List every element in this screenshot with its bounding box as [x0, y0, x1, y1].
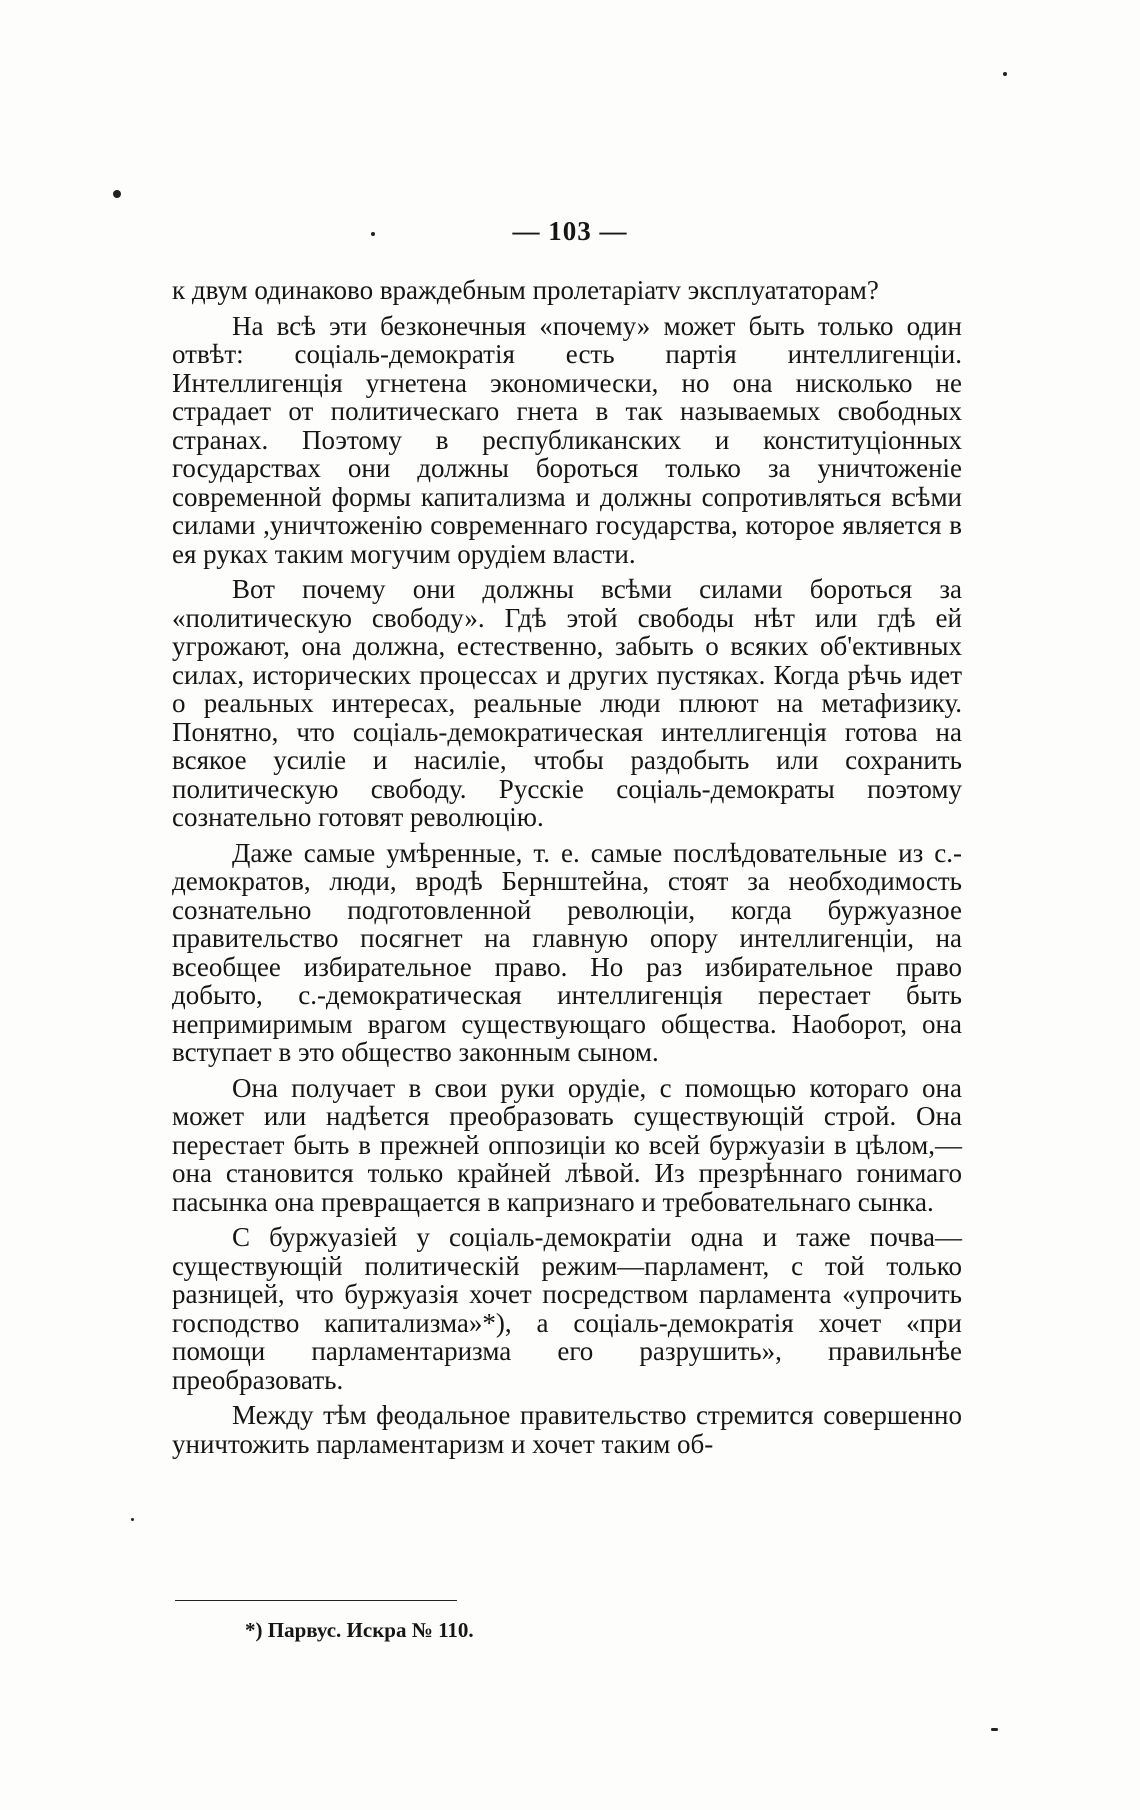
- page-number: — 103 —: [512, 216, 628, 246]
- paragraph-4: Даже самые умѣренные, т. е. самые послѣдовательные из с.-демократов, люди, вродѣ Бернштейна, стоят за необходимость сознательно подготовленной революціи, когда буржуазное правительство посягнет на главную опору интеллигенціи, на всеобщее избирательное право. Но раз избирательное право добыто, с.-демократическая интеллигенція перестает быть непримиримым врагом существующаго общества. Наоборот, она вступает в это общество законным сыном.: [172, 837, 962, 1067]
- paragraph-6: С буржуазіей у соціаль-демократіи одна и таже почва—существующій политическій режим—парламент, с той только разницей, что буржуазія хочет посредством парламента «упрочить господство капитализма»*), а соціаль-демократія хочет «при помощи парламентаризма его разрушить», правильнѣе преобразовать.: [172, 1222, 962, 1395]
- paragraph-5: Она получает в свои руки орудіе, с помощью котораго она может или надѣется преобразовать существующій строй. Она перестает быть в прежней оппозиціи ко всей буржуазіи в цѣлом,—она становится только крайней лѣвой. Из презрѣннаго гонимаго пасынка она превращается в капризнаго и требовательнаго сынка.: [172, 1072, 962, 1217]
- scan-speck: [113, 190, 121, 198]
- paragraph-2: На всѣ эти безконечныя «почему» может быть только один отвѣт: соціаль-демократія есть партія интеллигенціи. Интеллигенція угнетена экономически, но она нисколько не страдает от политическаго гнета в так называемых свободных странах. Поэтому в республиканских и конституціонных государствах они должны бороться только за уничтоженіе современной формы капитализма и должны сопротивляться всѣми силами ,уничтоженію современнаго государства, которое является в ея руках таким могучим орудіем власти.: [172, 310, 962, 569]
- paragraph-1: к двум одинаково враждебным пролетаріатv эксплуататорам?: [172, 275, 879, 305]
- footnote: *) Парвус. Искра № 110.: [245, 1618, 474, 1642]
- body-text: [172, 276, 962, 1465]
- scan-speck: [1003, 72, 1007, 76]
- scan-speck: [991, 1728, 998, 1731]
- scan-speck: [131, 1518, 134, 1521]
- footnote-rule: [175, 1600, 457, 1601]
- paragraph-7: Между тѣм феодальное правительство стремится совершенно уничтожить парламентаризм и хочет таким об-: [172, 1400, 962, 1459]
- paragraph-3: Вот почему они должны всѣми силами бороться за «политическую свободу». Гдѣ этой свободы нѣт или гдѣ ей угрожают, она должна, естественно, забыть о всяких об'ективных силах, исторических процессах и других пустяках. Когда рѣчь идет о реальных интересах, реальные люди плюют на метафизику. Понятно, что соціаль-демократическая интеллигенція готова на всякое усиліе и насиліе, чтобы раздобыть или сохранить политическую свободу. Русскіе соціаль-демократы поэтому сознательно готовят революцію.: [172, 574, 962, 832]
- scan-speck: [371, 232, 375, 236]
